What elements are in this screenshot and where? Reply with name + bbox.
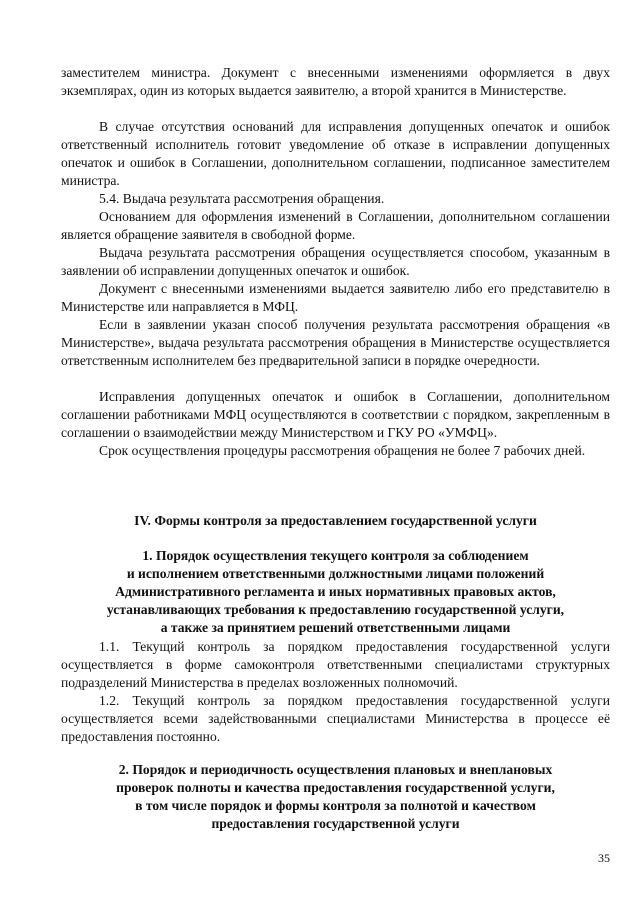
subsection-1-heading <box>61 547 610 637</box>
paragraph-1-1: 1.1. Текущий контроль за порядком предоставления государственной услуги осуществляется в форме самоконтроля ответственными специалистами структурных подразделений Министерства в пределах возложенных полномочий. <box>61 639 610 690</box>
subsection-2-heading <box>61 761 610 833</box>
heading-line: 2. Порядок и периодичность осуществления плановых и внеплановых <box>118 762 553 777</box>
paragraph-mfc-corrections: Исправления допущенных опечаток и ошибок в Соглашении, дополнительном соглашении работниками МФЦ осуществляются в соответствии с порядком, закрепленным в соглашении о взаимодействии между Министерством и ГКУ РО «УМФЦ». <box>61 389 610 440</box>
paragraph-result-issuance-method: Выдача результата рассмотрения обращения осуществляется способом, указанным в заявлении об исправлении допущенных опечаток и ошибок. <box>61 245 610 278</box>
heading-line: 1. Порядок осуществления текущего контроля за соблюдением <box>142 548 529 563</box>
paragraph-1-2: 1.2. Текущий контроль за порядком предоставления государственной услуги осуществляется всеми задействованными специалистами Министерства в процессе её предоставления постоянно. <box>61 693 610 744</box>
paragraph-ministry-issuance: Если в заявлении указан способ получения результата рассмотрения обращения «в Министерстве», выдача результата рассмотрения обращения в Министерстве осуществляется ответственным исполнителем без предварительной записи в порядке очередности. <box>61 317 610 368</box>
heading-line: в том числе порядок и формы контроля за полнотой и качеством <box>135 798 536 813</box>
paragraph-document-issuance: Документ с внесенными изменениями выдается заявителю либо его представителю в Министерстве или направляется в МФЦ. <box>61 281 610 314</box>
heading-line: а также за принятием решений ответственными лицами <box>160 620 511 635</box>
paragraph-basis-for-changes: Основанием для оформления изменений в Соглашении, дополнительном соглашении является обращение заявителя в свободной форме. <box>61 209 610 242</box>
paragraph-5-4-title: 5.4. Выдача результата рассмотрения обращения. <box>99 191 385 206</box>
paragraph-refusal-notice: В случае отсутствия оснований для исправления допущенных опечаток и ошибок ответственный исполнитель готовит уведомление об отказе в исправлении допущенных опечаток и ошибок в Соглашении, дополнительном соглашении, подписанное заместителем министра. <box>61 119 610 188</box>
heading-line: предоставления государственной услуги <box>211 816 460 831</box>
heading-line: устанавливающих требования к предоставлению государственной услуги, <box>106 602 565 617</box>
heading-line: и исполнением ответственными должностными лицами положений <box>126 566 545 581</box>
heading-line: Административного регламента и иных нормативных правовых актов, <box>115 584 556 599</box>
page-number: 35 <box>598 851 610 865</box>
paragraph-processing-deadline: Срок осуществления процедуры рассмотрения обращения не более 7 рабочих дней. <box>99 443 586 458</box>
paragraph-continuation: заместителем министра. Документ с внесенными изменениями оформляется в двух экземплярах, один из которых выдается заявителю, а второй хранится в Министерстве. <box>61 65 610 98</box>
heading-line: проверок полноты и качества предоставления государственной услуги, <box>116 780 555 795</box>
section-iv-heading: IV. Формы контроля за предоставлением государственной услуги <box>134 513 537 528</box>
